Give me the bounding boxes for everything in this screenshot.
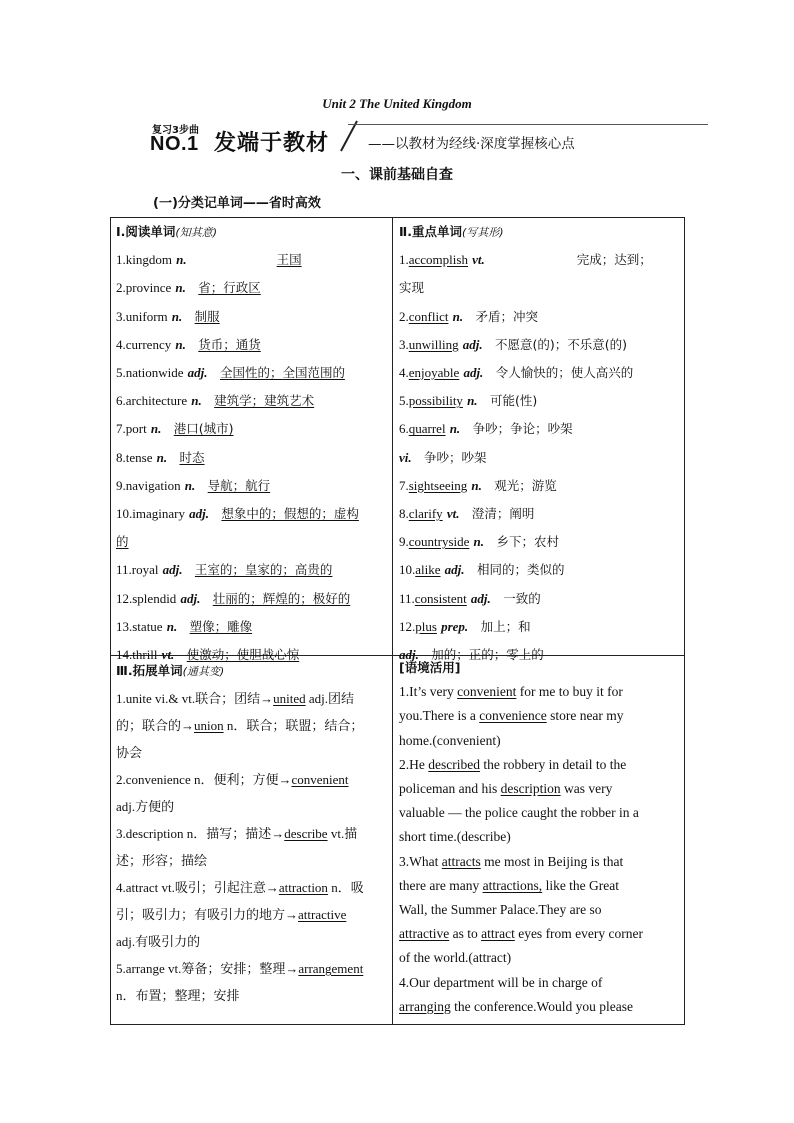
vocab-item: 4.currency n. 货币；通货 — [116, 336, 261, 352]
vocab-item: vi. 争吵；吵架 — [399, 449, 487, 465]
vocab-item: 11.consistent adj. 一致的 — [399, 590, 541, 606]
vocab-item: 1.accomplish vt. 完成；达到； — [399, 252, 652, 268]
text-line: home.(convenient) — [399, 732, 501, 748]
chapter-banner — [148, 119, 708, 155]
vocab-item: 3.unwilling adj. 不愿意(的)；不乐意(的) — [399, 336, 628, 352]
answer-word: arrangement — [298, 961, 364, 976]
text-line: valuable — the police caught the robber in a — [399, 805, 639, 821]
text-line: adj.有吸引力的 — [116, 934, 201, 949]
answer-word: described — [428, 756, 480, 772]
text-line: arranging the conference.Would you please — [399, 998, 633, 1014]
text-line: 3.What attracts me most in Beijing is that — [399, 853, 624, 869]
banner-main-title: 发端于教材 — [214, 131, 330, 156]
text-line: adj.方便的 — [116, 799, 175, 814]
banner-subtitle: ——以教材为经线·深度掌握核心点 — [368, 136, 575, 152]
answer-word: united — [273, 691, 306, 706]
text-line: 协会 — [116, 745, 143, 760]
answer-word: convenience — [479, 708, 547, 724]
answer-word: convenient — [291, 772, 349, 787]
text-line: 引；吸引力；有吸引力的地方→attractive — [116, 907, 347, 922]
text-line: n．布置；整理；安排 — [116, 988, 240, 1003]
answer-word: attractions, — [482, 877, 543, 893]
banner-badge: NO.1 — [150, 133, 199, 155]
vocab-item: 13.statue n. 塑像；雕像 — [116, 618, 253, 634]
text-line: 2.convenience n．便利；方便→convenient — [116, 772, 349, 787]
text-line: there are many attractions, like the Great — [399, 877, 620, 893]
answer-word: description — [500, 781, 561, 797]
text-line: attractive as to attract eyes from every corner — [399, 926, 644, 942]
vocab-item: 2.province n. 省；行政区 — [116, 280, 261, 296]
answer-word: convenient — [457, 684, 517, 700]
text-line: Wall, the Summer Palace.They are so — [399, 902, 602, 918]
text-line: 述；形容；描绘 — [116, 853, 208, 868]
answer-word: union — [194, 718, 224, 733]
text-line: 1.unite vi.& vt.联合；团结→united adj.团结 — [116, 691, 354, 706]
unit-title: Unit 2 The United Kingdom — [322, 96, 472, 111]
vocab-item: 9.navigation n. 导航；航行 — [116, 477, 271, 493]
text-line: 4.Our department will be in charge of — [399, 974, 603, 990]
table-divider-vertical — [392, 217, 393, 1025]
text-line: 1.It’s very convenient for me to buy it for — [399, 684, 623, 700]
context-usage-cell — [399, 656, 681, 1019]
vocab-item: 5.possibility n. 可能(性) — [399, 393, 538, 409]
vocab-item: 5.nationwide adj. 全国性的；全国范围的 — [116, 365, 345, 381]
key-words-header: Ⅱ.重点单词(写其形) — [399, 224, 504, 239]
subsection-title: (一)分类记单词——省时高效 — [153, 196, 321, 211]
vocab-item: 2.conflict n. 矛盾；冲突 — [399, 308, 539, 324]
extended-words-header: Ⅲ.拓展单词(通其变) — [116, 663, 225, 678]
vocab-item: 1.kingdom n. 王国 — [116, 252, 302, 268]
vocab-item: 12.splendid adj. 壮丽的；辉煌的；极好的 — [116, 590, 351, 606]
reading-words-header: Ⅰ.阅读单词(知其意) — [116, 224, 217, 239]
answer-word: attract — [481, 926, 515, 942]
vocab-item: 8.tense n. 时态 — [116, 449, 205, 465]
vocab-item: 9.countryside n. 乡下；农村 — [399, 534, 559, 550]
context-usage-lines — [399, 680, 681, 1019]
text-line: 5.arrange vt.筹备；安排；整理→arrangement — [116, 961, 364, 976]
key-words-cell — [399, 218, 679, 669]
answer-word: attractive — [298, 907, 347, 922]
text-line: short time.(describe) — [399, 829, 511, 845]
reading-words-cell — [116, 218, 388, 669]
vocab-item-continued: 实现 — [399, 280, 425, 296]
extended-words-lines — [116, 685, 388, 1009]
text-line: 3.description n．描写；描述→describe vt.描 — [116, 826, 358, 841]
vocab-item: 10.imaginary adj. 想象中的；假想的；虚构 — [116, 506, 359, 522]
answer-word: attraction — [278, 880, 328, 895]
text-line: policeman and his description was very — [399, 781, 613, 797]
answer-word: arranging — [399, 998, 451, 1014]
banner-prefix: 复习3步曲 — [152, 125, 199, 136]
answer-word: attracts — [441, 853, 481, 869]
text-line: you.There is a convenience store near my — [399, 708, 624, 724]
vocab-item: 3.uniform n. 制服 — [116, 308, 220, 324]
vocab-item-continued: 的 — [116, 534, 129, 550]
vocab-item: 10.alike adj. 相同的；类似的 — [399, 562, 565, 578]
text-line: of the world.(attract) — [399, 950, 512, 966]
vocab-item: 7.port n. 港口(城市) — [116, 421, 234, 437]
text-line: 2.He described the robbery in detail to the — [399, 756, 627, 772]
vocab-item: 12.plus prep. 加上；和 — [399, 618, 531, 634]
vocab-item: 14.thrill vt. 使激动；使胆战心惊 — [116, 647, 300, 663]
text-line: 的；联合的→union n．联合；联盟；结合； — [116, 718, 364, 733]
vocab-item: 4.enjoyable adj. 令人愉快的；使人高兴的 — [399, 365, 634, 381]
text-line: 4.attract vt.吸引；引起注意→attraction n．吸 — [116, 880, 364, 895]
vocab-item: 7.sightseeing n. 观光；游览 — [399, 477, 557, 493]
vocab-item: 6.architecture n. 建筑学；建筑艺术 — [116, 393, 315, 409]
context-usage-header: [语境活用] — [399, 660, 461, 675]
vocab-item: 6.quarrel n. 争吵；争论；吵架 — [399, 421, 573, 437]
vocab-item: 11.royal adj. 王室的；皇家的；高贵的 — [116, 562, 333, 578]
answer-word: attractive — [399, 926, 450, 942]
extended-words-cell — [116, 657, 388, 1009]
vocab-item: adj. 加的；正的；零上的 — [399, 647, 544, 663]
answer-word: describe — [284, 826, 328, 841]
banner-rule — [348, 124, 708, 125]
section-title: 一、课前基础自查 — [341, 167, 453, 183]
vocab-item: 8.clarify vt. 澄清；阐明 — [399, 506, 535, 522]
